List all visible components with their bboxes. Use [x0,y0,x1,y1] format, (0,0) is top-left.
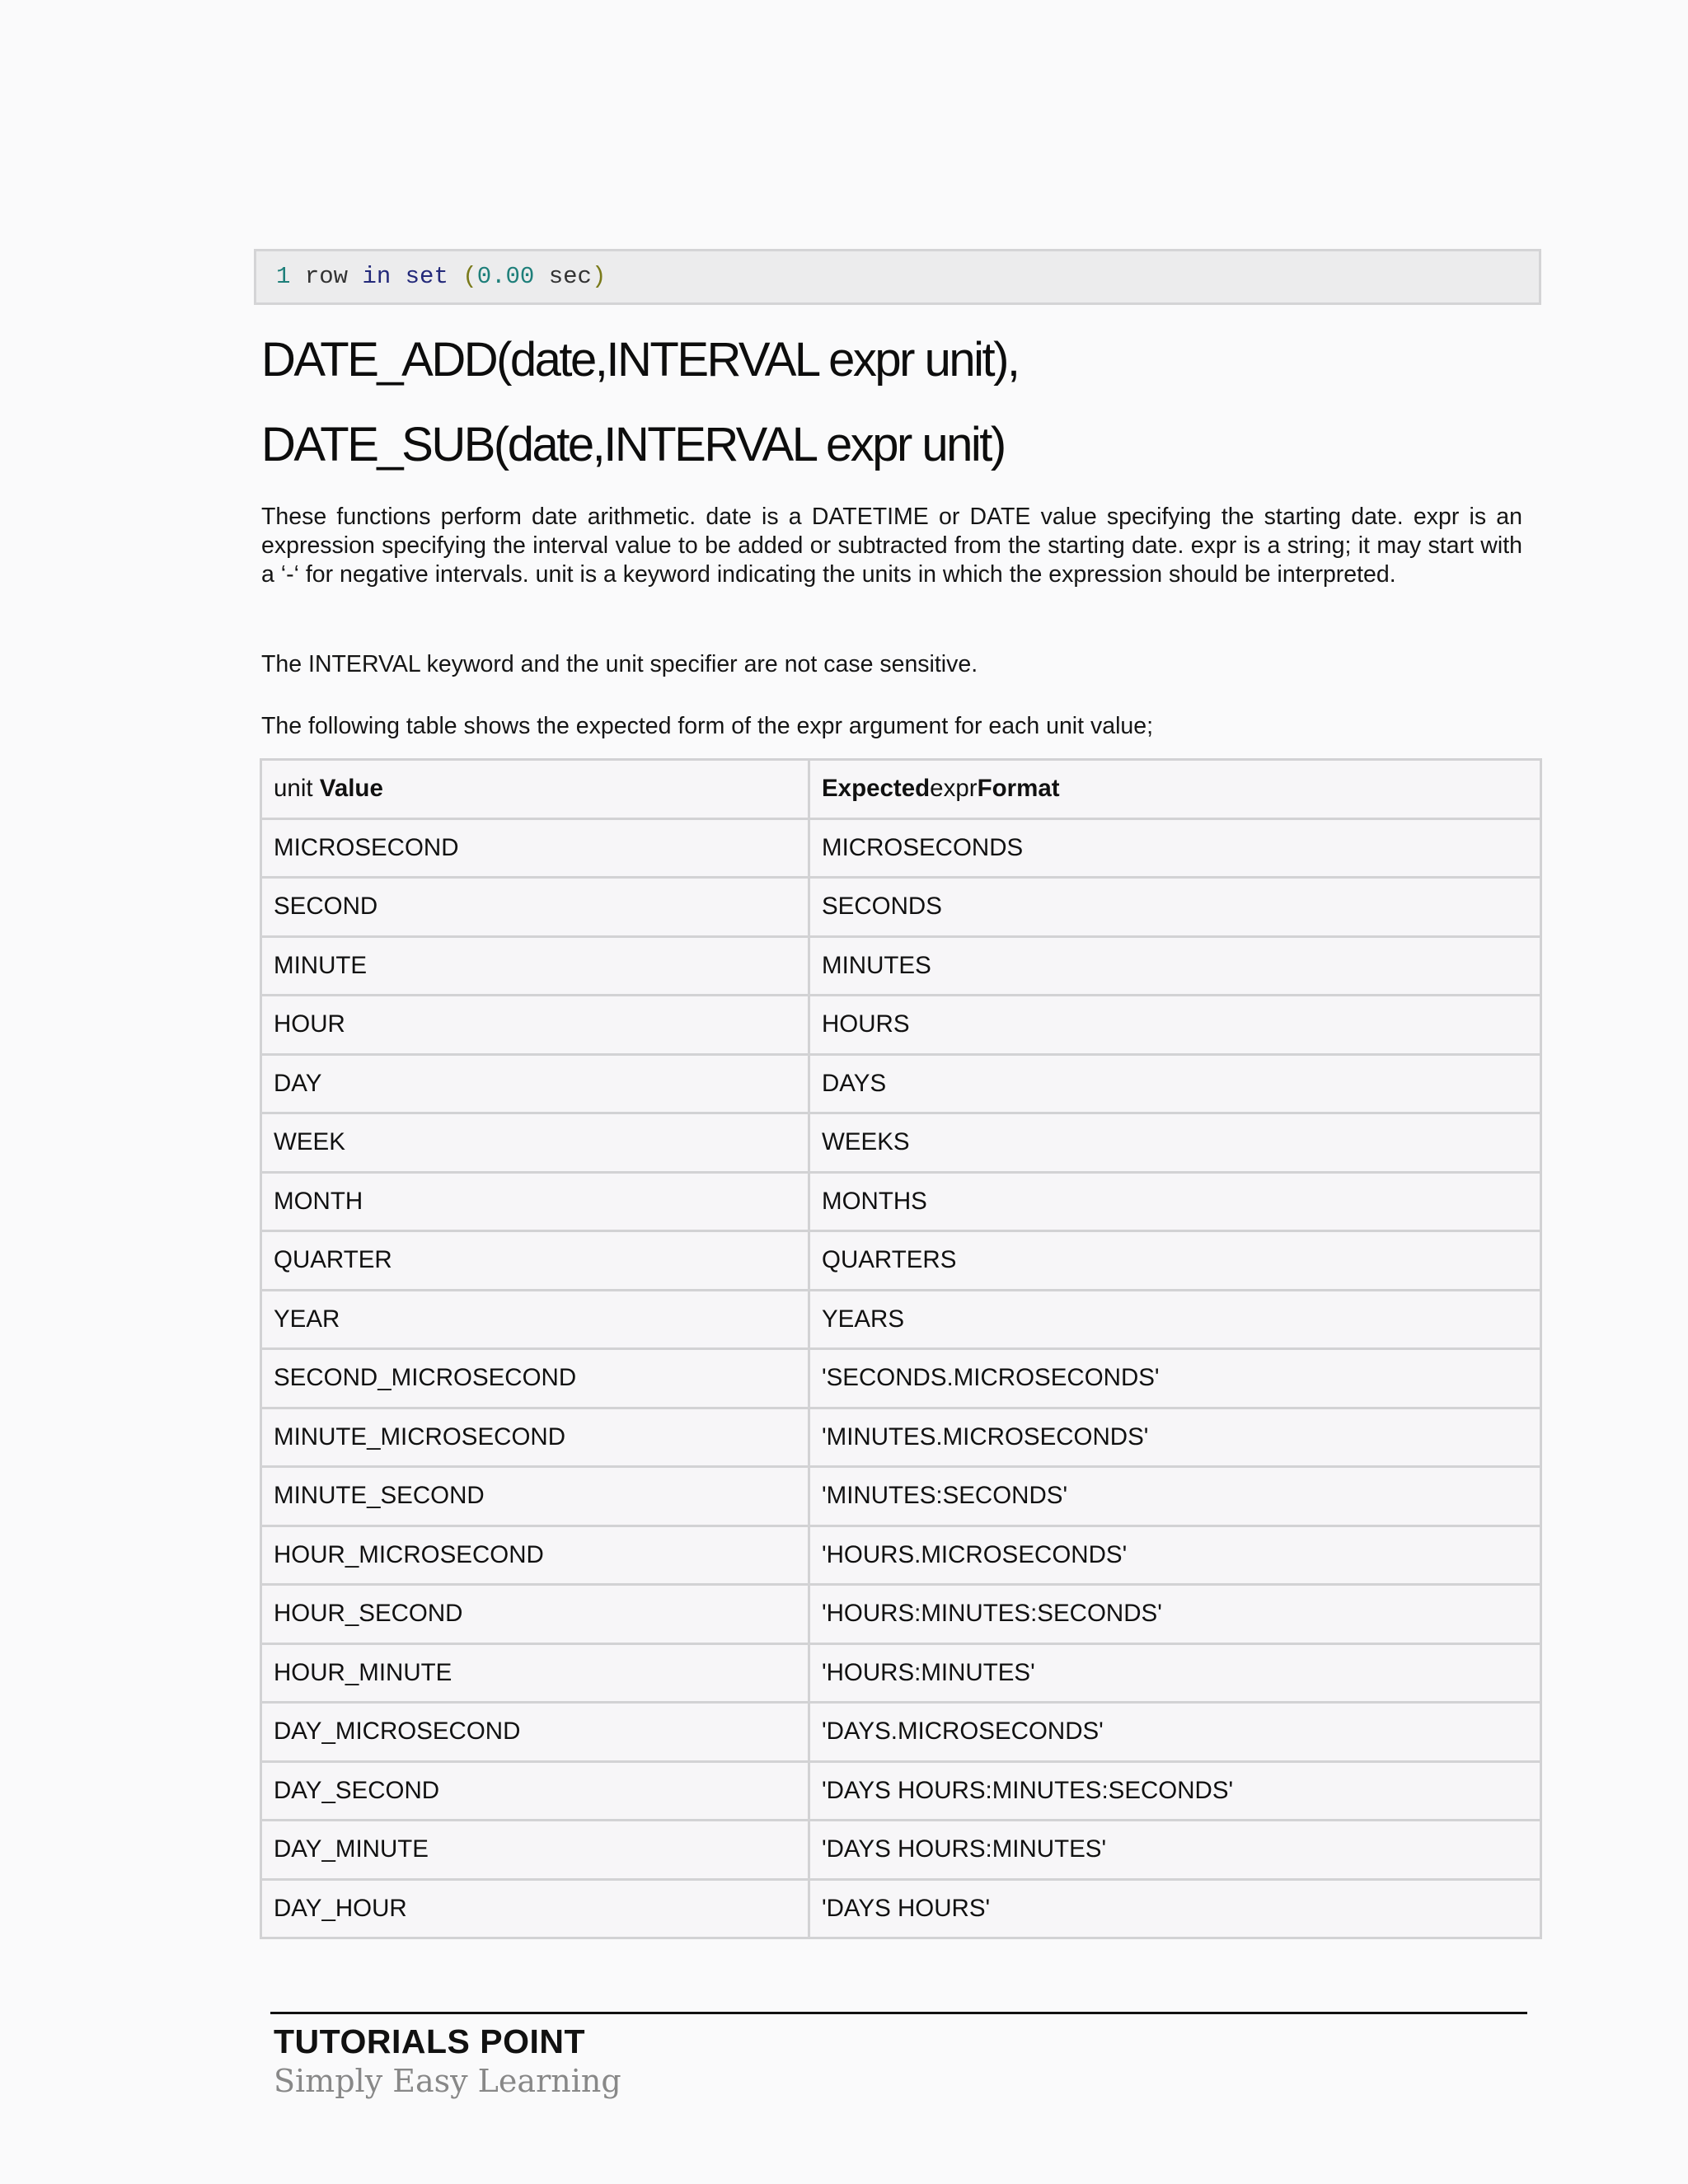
unit-format-table [260,758,1542,1939]
expected-format-cell: 'HOURS:MINUTES:SECONDS' [809,1585,1541,1644]
expected-format-cell: 'HOURS:MINUTES' [809,1643,1541,1703]
unit-value-cell: HOUR_MINUTE [261,1643,809,1703]
expected-format-cell: YEARS [809,1290,1541,1349]
unit-value-cell: HOUR_MICROSECOND [261,1526,809,1585]
code-close-paren: ) [591,263,607,290]
table-row [261,1172,1541,1231]
header-expected-label: Expected [822,775,931,803]
expected-format-cell: 'SECONDS.MICROSECONDS' [809,1349,1541,1408]
table-row [261,1703,1541,1762]
expected-format-cell: MINUTES [809,936,1541,996]
expected-format-cell: 'MINUTES:SECONDS' [809,1467,1541,1526]
table-row [261,1526,1541,1585]
table-row [261,818,1541,878]
expected-format-cell: 'MINUTES.MICROSECONDS' [809,1408,1541,1467]
table-row [261,1290,1541,1349]
table-row [261,1349,1541,1408]
footer-tagline: Simply Easy Learning [274,2063,621,2099]
section-heading-date-add: DATE_ADD(date,INTERVAL expr unit), [261,333,1019,387]
unit-value-cell: MONTH [261,1172,809,1231]
table-row [261,936,1541,996]
expected-format-cell: 'DAYS HOURS:MINUTES:SECONDS' [809,1761,1541,1821]
code-open-paren: ( [462,263,477,290]
expected-format-cell: WEEKS [809,1113,1541,1173]
table-row [261,1054,1541,1113]
unit-value-cell: DAY_SECOND [261,1761,809,1821]
unit-value-cell: QUARTER [261,1231,809,1291]
expected-format-cell: 'DAYS HOURS:MINUTES' [809,1821,1541,1880]
header-value-label: Value [319,775,383,803]
expected-format-cell: 'HOURS.MICROSECONDS' [809,1526,1541,1585]
table-intro-paragraph: The following table shows the expected form of the expr argument for each unit value; [261,713,1154,739]
unit-value-cell: DAY_HOUR [261,1879,809,1938]
code-row-count: 1 [276,263,291,290]
expected-format-cell: MONTHS [809,1172,1541,1231]
table-row [261,1643,1541,1703]
unit-value-cell: HOUR [261,996,809,1055]
header-format-label: Format [977,775,1060,803]
table-row [261,996,1541,1055]
footer-divider [270,2012,1527,2014]
section-heading-date-sub: DATE_SUB(date,INTERVAL expr unit) [261,418,1005,471]
header-unit-label: unit [274,775,313,803]
expected-format-cell: QUARTERS [809,1231,1541,1291]
footer-brand: TUTORIALS POINT [274,2022,586,2060]
table-row [261,1408,1541,1467]
table-row [261,1467,1541,1526]
table-row [261,1231,1541,1291]
header-expr-label: expr [930,775,978,803]
unit-value-cell: DAY_MICROSECOND [261,1703,809,1762]
table-row [261,1879,1541,1938]
unit-value-cell: MINUTE [261,936,809,996]
table-row [261,1113,1541,1173]
expected-format-cell: DAYS [809,1054,1541,1113]
code-time-value: 0.00 [476,263,535,290]
code-output-block [254,249,1541,305]
expected-format-cell: HOURS [809,996,1541,1055]
table-row [261,1761,1541,1821]
code-word-sec: sec [548,263,592,290]
code-keyword-set: set [405,263,448,290]
expected-format-cell: SECONDS [809,878,1541,937]
unit-value-cell: MICROSECOND [261,818,809,878]
case-sensitivity-note: The INTERVAL keyword and the unit specifier are not case sensitive. [261,651,978,677]
header-cell-unit-value [261,760,809,819]
unit-value-cell: WEEK [261,1113,809,1173]
code-word-row: row [304,263,349,290]
table-row [261,1585,1541,1644]
unit-value-cell: SECOND [261,878,809,937]
unit-value-cell: MINUTE_MICROSECOND [261,1408,809,1467]
unit-value-cell: YEAR [261,1290,809,1349]
expected-format-cell: MICROSECONDS [809,818,1541,878]
unit-value-cell: DAY_MINUTE [261,1821,809,1880]
description-paragraph: These functions perform date arithmetic. date is a DATETIME or DATE value specifying the starting date. expr is an expression specifying the interval value to be added or subtracted from the starting date. expr is a string; it may start with a ‘-‘ for negative intervals. unit is a keyword indicating the units in which the expression should be interpreted. [261,504,1522,588]
code-keyword-in: in [362,263,392,290]
unit-value-cell: MINUTE_SECOND [261,1467,809,1526]
table-row [261,878,1541,937]
header-cell-expected-format [809,760,1541,819]
table-row [261,1821,1541,1880]
table-header-row [261,760,1541,819]
unit-value-cell: HOUR_SECOND [261,1585,809,1644]
unit-value-cell: DAY [261,1054,809,1113]
unit-value-cell: SECOND_MICROSECOND [261,1349,809,1408]
expected-format-cell: 'DAYS.MICROSECONDS' [809,1703,1541,1762]
expected-format-cell: 'DAYS HOURS' [809,1879,1541,1938]
